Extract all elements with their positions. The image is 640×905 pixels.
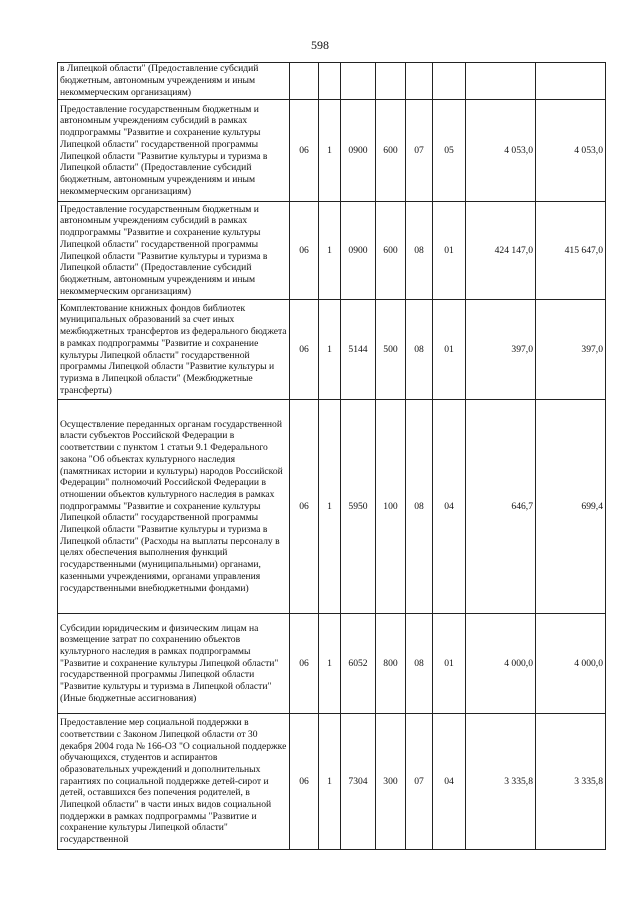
amount-year-1: 3 335,8: [466, 714, 536, 850]
code-expense-type: 300: [376, 714, 406, 850]
code-section: 08: [406, 202, 433, 300]
amount-year-2: 4 000,0: [536, 614, 606, 714]
code-subprogram: 1: [319, 714, 341, 850]
code-direction: 0900: [341, 100, 376, 202]
table-row: [58, 714, 606, 850]
code-direction: 5950: [341, 400, 376, 614]
amount-year-1: 646,7: [466, 400, 536, 614]
page-number: 598: [311, 38, 329, 52]
amount-year-1: 4 000,0: [466, 614, 536, 714]
code-direction: 7304: [341, 714, 376, 850]
amount-year-2: 699,4: [536, 400, 606, 614]
row-description: Предоставление мер социальной поддержки в соответствии с Законом Липецкой области от 30 декабря 2004 года № 166-ОЗ "О социальной поддержке обучающихся, студентов и аспирантов образовательных учреждений и дополнительных гарантиях по социальной поддержке детей-сирот и детей, оставшихся без попечения родителей, в Липецкой области" в части иных видов социальной поддержки в рамках подпрограммы "Развитие и сохранение культуры Липецкой области" государственной: [58, 714, 290, 850]
code-section: [406, 63, 433, 100]
code-subprogram: 1: [319, 400, 341, 614]
code-subsection: [433, 63, 466, 100]
amount-year-2: 4 053,0: [536, 100, 606, 202]
code-expense-type: 600: [376, 100, 406, 202]
code-direction: 6052: [341, 614, 376, 714]
code-expense-type: [376, 63, 406, 100]
code-subsection: 04: [433, 400, 466, 614]
amount-year-1: 397,0: [466, 300, 536, 400]
amount-year-1: 424 147,0: [466, 202, 536, 300]
table-row: [58, 300, 606, 400]
code-program: 06: [290, 714, 319, 850]
code-subsection: 01: [433, 300, 466, 400]
code-direction: 5144: [341, 300, 376, 400]
code-subsection: 01: [433, 202, 466, 300]
table-row: [58, 202, 606, 300]
code-subprogram: 1: [319, 614, 341, 714]
code-section: 07: [406, 100, 433, 202]
table-row: [58, 63, 606, 100]
table-row: [58, 100, 606, 202]
code-expense-type: 100: [376, 400, 406, 614]
amount-year-1: 4 053,0: [466, 100, 536, 202]
table-row: [58, 614, 606, 714]
code-direction: [341, 63, 376, 100]
code-subprogram: 1: [319, 202, 341, 300]
amount-year-1: [466, 63, 536, 100]
amount-year-2: 3 335,8: [536, 714, 606, 850]
row-description: Предоставление государственным бюджетным и автономным учреждениям субсидий в рамках подпрограммы "Развитие и сохранение культуры Липецкой области" государственной программы Липецкой области "Развитие культуры и туризма в Липецкой области" (Предоставление субсидий бюджетным, автономным учреждениям и иным некоммерческим организациям): [58, 100, 290, 202]
code-subprogram: [319, 63, 341, 100]
amount-year-2: 415 647,0: [536, 202, 606, 300]
code-subprogram: 1: [319, 300, 341, 400]
code-section: 08: [406, 614, 433, 714]
code-program: 06: [290, 100, 319, 202]
row-description: Предоставление государственным бюджетным и автономным учреждениям субсидий в рамках подпрограммы "Развитие и сохранение культуры Липецкой области" государственной программы Липецкой области "Развитие культуры и туризма в Липецкой области" (Предоставление субсидий бюджетным, автономным учреждениям и иным некоммерческим организациям): [58, 202, 290, 300]
row-description: Комплектование книжных фондов библиотек муниципальных образований за счет иных межбюджетных трансфертов из федерального бюджета в рамках подпрограммы "Развитие и сохранение культуры Липецкой области" государственной программы Липецкой области "Развитие культуры и туризма в Липецкой области" (Межбюджетные трансферты): [58, 300, 290, 400]
code-expense-type: 600: [376, 202, 406, 300]
code-section: 08: [406, 400, 433, 614]
code-expense-type: 800: [376, 614, 406, 714]
row-description: в Липецкой области" (Предоставление субсидий бюджетным, автономным учреждениям и иным некоммерческим организациям): [58, 63, 290, 100]
budget-table: [57, 62, 606, 850]
code-program: 06: [290, 614, 319, 714]
amount-year-2: [536, 63, 606, 100]
code-subsection: 05: [433, 100, 466, 202]
amount-year-2: 397,0: [536, 300, 606, 400]
code-subsection: 04: [433, 714, 466, 850]
table-row: [58, 400, 606, 614]
code-direction: 0900: [341, 202, 376, 300]
code-program: 06: [290, 400, 319, 614]
code-section: 07: [406, 714, 433, 850]
code-subprogram: 1: [319, 100, 341, 202]
row-description: Субсидии юридическим и физическим лицам на возмещение затрат по сохранению объектов культурного наследия в рамках подпрограммы "Развитие и сохранение культуры Липецкой области" государственной программы Липецкой области "Развитие культуры и туризма в Липецкой области" (Иные бюджетные ассигнования): [58, 614, 290, 714]
code-expense-type: 500: [376, 300, 406, 400]
code-subsection: 01: [433, 614, 466, 714]
code-program: 06: [290, 202, 319, 300]
code-section: 08: [406, 300, 433, 400]
code-program: 06: [290, 300, 319, 400]
code-program: [290, 63, 319, 100]
row-description: Осуществление переданных органам государственной власти субъектов Российской Федерации в соответствии с пунктом 1 статьи 9.1 Федерального закона "Об объектах культурного наследия (памятниках истории и культуры) народов Российской Федерации" полномочий Российской Федерации в отношении объектов культурного наследия в рамках подпрограммы "Развитие и сохранение культуры Липецкой области" государственной программы Липецкой области "Развитие культуры и туризма в Липецкой области" (Расходы на выплаты персоналу в целях обеспечения выполнения функций государственными (муниципальными) органами, казенными учреждениями, органами управления государственными внебюджетными фондами): [58, 400, 290, 614]
